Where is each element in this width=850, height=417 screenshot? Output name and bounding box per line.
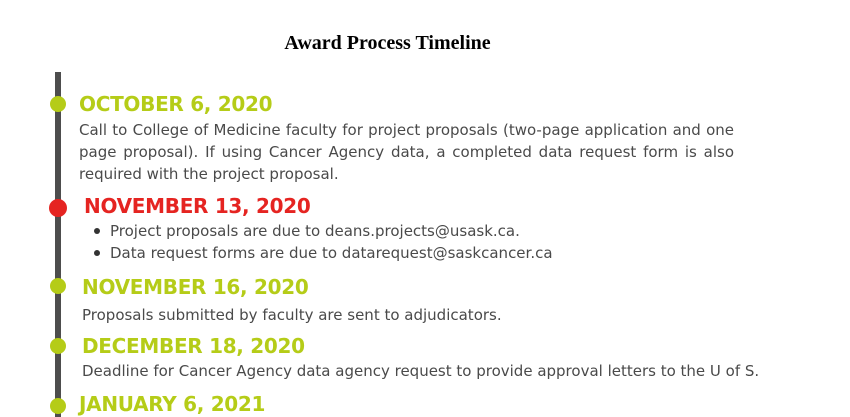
list-item: Project proposals are due to deans.projects@usask.ca. [90, 220, 553, 242]
event-date: OCTOBER 6, 2020 [79, 92, 273, 116]
list-item: Data request forms are due to datarequest@saskcancer.ca [90, 242, 553, 264]
timeline-dot [50, 96, 66, 112]
event-date: JANUARY 6, 2021 [79, 392, 266, 416]
event-description: Proposals submitted by faculty are sent to adjudicators. [82, 306, 502, 324]
event-date: DECEMBER 18, 2020 [82, 334, 305, 358]
event-description: Call to College of Medicine faculty for project proposals (two-page application and one page proposal). If using Cancer Agency data, a completed data request form is also required with the project proposal. [79, 121, 734, 183]
timeline-dot [50, 278, 66, 294]
event-bullet-list [90, 220, 553, 264]
event-date: NOVEMBER 13, 2020 [84, 194, 311, 218]
event-date: NOVEMBER 16, 2020 [82, 275, 309, 299]
page-title: Award Process Timeline [284, 32, 491, 54]
timeline-dot-highlight [49, 199, 67, 217]
event-description: Deadline for Cancer Agency data agency request to provide approval letters to the U of S. [82, 362, 760, 380]
timeline-dot [50, 398, 66, 414]
timeline-line [55, 72, 61, 417]
timeline-dot [50, 338, 66, 354]
